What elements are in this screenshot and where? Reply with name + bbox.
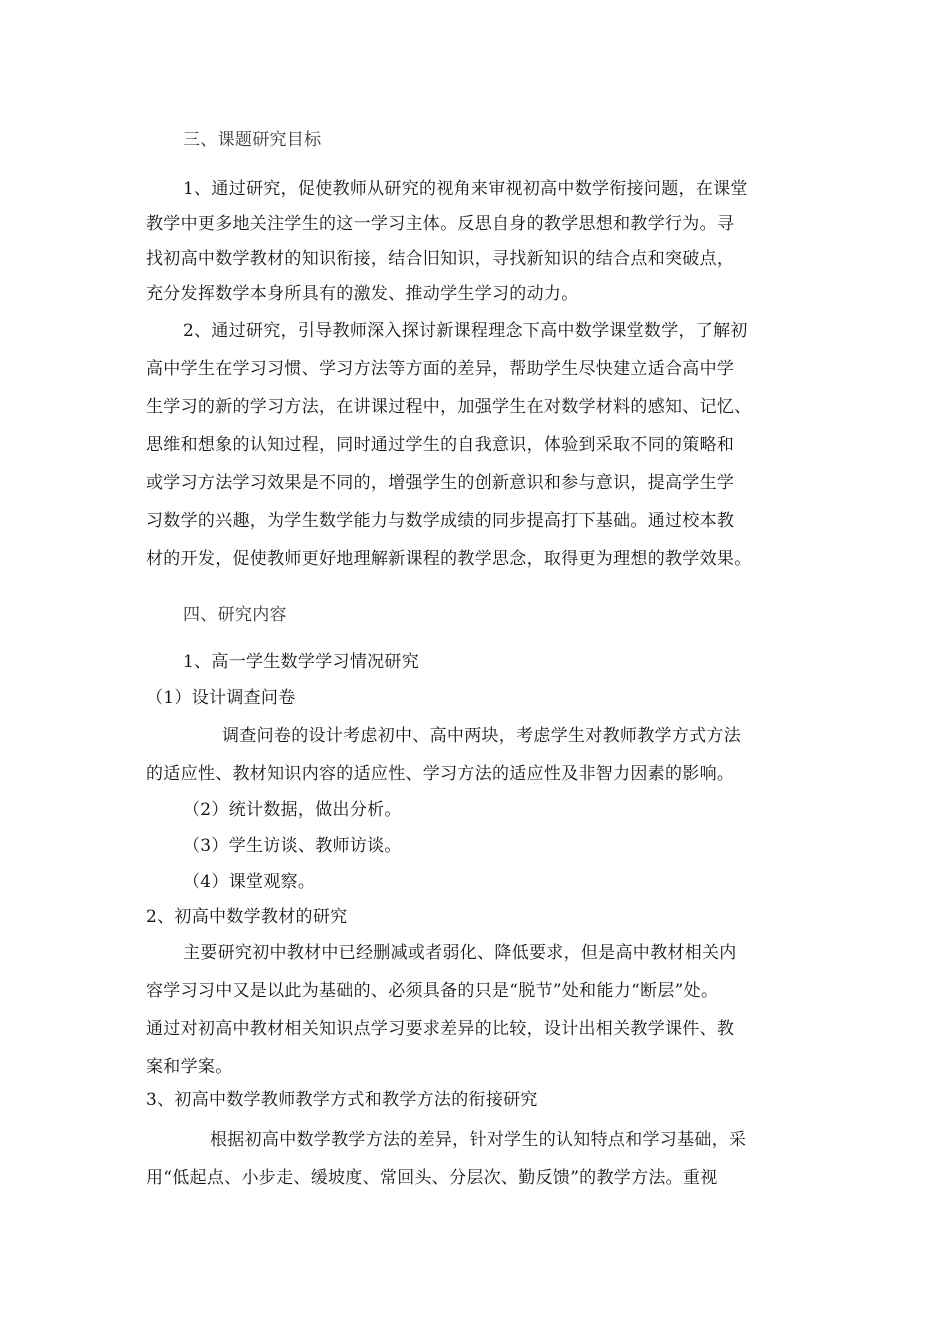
sub-item-heading: （4）课堂观察。: [183, 872, 316, 892]
list-item-heading: 3、初高中数学教师教学方式和教学方法的衔接研究: [146, 1090, 538, 1110]
paragraph-line: 用“低起点、小步走、缓坡度、常回头、分层次、勤反馈”的教学方法。重视: [146, 1168, 718, 1188]
paragraph-line: 思维和想象的认知过程，同时通过学生的自我意识，体验到采取不同的策略和: [146, 435, 735, 455]
list-item-heading: 1、高一学生数学学习情况研究: [183, 652, 420, 672]
paragraph-line: 主要研究初中教材中已经删减或者弱化、降低要求，但是高中教材相关内: [183, 943, 737, 963]
paragraph-line: 高中学生在学习习惯、学习方法等方面的差异，帮助学生尽快建立适合高中学: [146, 359, 735, 379]
sub-item-heading: （2）统计数据，做出分析。: [183, 800, 402, 820]
paragraph-line: 1、通过研究，促使教师从研究的视角来审视初高中数学衔接问题，在课堂: [183, 179, 748, 199]
paragraph-line: 或学习方法学习效果是不同的，增强学生的创新意识和参与意识，提高学生学: [146, 473, 735, 493]
sub-item-heading: （1）设计调查问卷: [146, 688, 296, 708]
paragraph-line: 2、通过研究，引导教师深入探讨新课程理念下高中数学课堂数学，了解初: [183, 321, 748, 341]
list-item-heading: 2、初高中数学教材的研究: [146, 907, 348, 927]
paragraph-line: 生学习的新的学习方法，在讲课过程中，加强学生在对数学材料的感知、记忆、: [146, 397, 752, 417]
section-heading-research-content: 四、研究内容: [183, 605, 287, 625]
paragraph-line: 教学中更多地关注学生的这一学习主体。反思自身的教学思想和教学行为。寻: [146, 214, 735, 234]
paragraph-line: 容学习习中又是以此为基础的、必须具备的只是“脱节”处和能力“断层”处。: [146, 981, 719, 1001]
paragraph-line: 的适应性、教材知识内容的适应性、学习方法的适应性及非智力因素的影响。: [146, 764, 735, 784]
paragraph-line: 根据初高中数学教学方法的差异，针对学生的认知特点和学习基础，采: [210, 1130, 747, 1150]
paragraph-line: 材的开发，促使教师更好地理解新课程的教学思念，取得更为理想的教学效果。: [146, 549, 752, 569]
paragraph-line: 充分发挥数学本身所具有的激发、推动学生学习的动力。: [146, 284, 579, 304]
paragraph-line: 调查问卷的设计考虑初中、高中两块，考虑学生对教师教学方式方法: [222, 726, 741, 746]
paragraph-line: 案和学案。: [146, 1057, 233, 1077]
paragraph-line: 通过对初高中教材相关知识点学习要求差异的比较，设计出相关教学课件、教: [146, 1019, 735, 1039]
paragraph-line: 找初高中数学教材的知识衔接，结合旧知识，寻找新知识的结合点和突破点，: [146, 249, 735, 269]
sub-item-heading: （3）学生访谈、教师访谈。: [183, 836, 402, 856]
section-heading-research-goals: 三、课题研究目标: [183, 130, 322, 150]
paragraph-line: 习数学的兴趣，为学生数学能力与数学成绩的同步提高打下基础。通过校本教: [146, 511, 735, 531]
